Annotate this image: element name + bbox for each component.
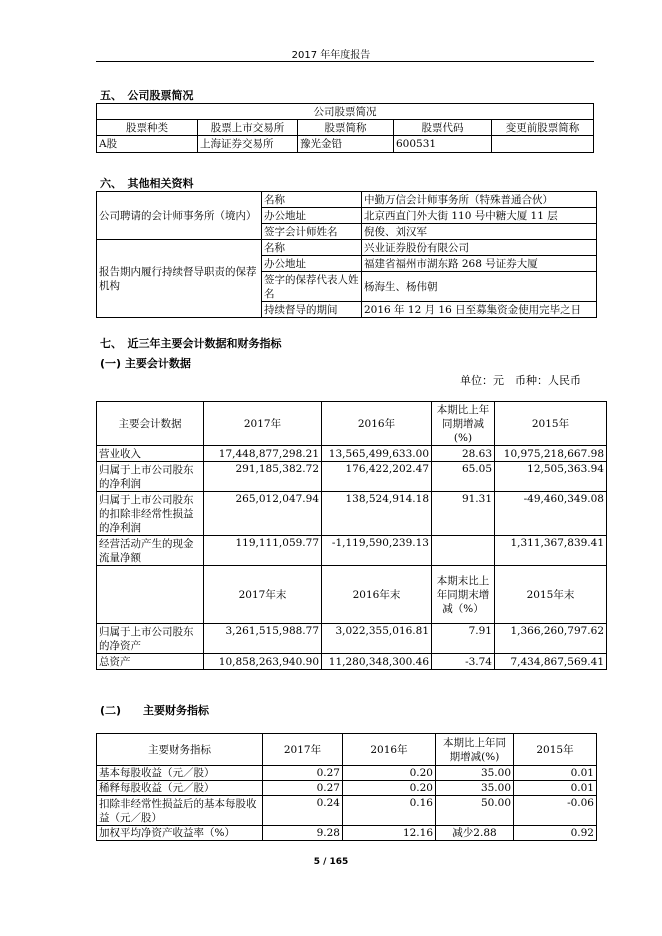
table-cell: -0.06: [514, 796, 597, 826]
row-label: 加权平均净资产收益率（%）: [97, 826, 263, 841]
row-label: 稀释每股收益（元／股）: [97, 781, 263, 796]
table-cell: 0.92: [514, 826, 597, 841]
table-cell: 0.01: [514, 766, 597, 781]
col-header: 股票种类: [97, 120, 198, 136]
header-divider: [96, 61, 594, 62]
table-cell: 0.24: [263, 796, 343, 826]
row-label: 归属于上市公司股东的净利润: [97, 462, 204, 492]
col-header: 股票简称: [298, 120, 394, 136]
col-header: 2016年: [343, 734, 436, 766]
col-header: 2015年: [495, 402, 607, 446]
table-cell: -49,460,349.08: [495, 492, 607, 536]
table-cell: 0.20: [343, 781, 436, 796]
row-label: 经营活动产生的现金流量净额: [97, 536, 204, 566]
table-cell: A股: [97, 136, 198, 153]
accountant-label: 公司聘请的会计师事务所（境内）: [97, 192, 262, 240]
field-key: 持续督导的期间: [262, 302, 362, 318]
table-cell: 12.16: [343, 826, 436, 841]
table-cell: 3,261,515,988.77: [204, 624, 322, 654]
sub-heading-financial-indicators: (二) 主要财务指标: [100, 704, 210, 717]
col-header: 2015年: [514, 734, 597, 766]
field-key: 签字会计师姓名: [262, 224, 362, 240]
table-cell: 7,434,867,569.41: [495, 654, 607, 670]
table-cell: 119,111,059.77: [204, 536, 322, 566]
field-value: 中勤万信会计师事务所（特殊普通合伙）: [362, 192, 597, 208]
table-cell: 13,565,499,633.00: [322, 446, 432, 462]
col-header: 本期比上年同期增减(%): [436, 734, 514, 766]
row-label: 营业收入: [97, 446, 204, 462]
table-cell: 50.00: [436, 796, 514, 826]
table-cell: -3.74: [432, 654, 495, 670]
table-cell: 上海证券交易所: [198, 136, 298, 153]
table-cell: 0.01: [514, 781, 597, 796]
table-cell: 11,280,348,300.46: [322, 654, 432, 670]
table-cell: 7.91: [432, 624, 495, 654]
table-cell: 291,185,382.72: [204, 462, 322, 492]
table-cell: 0.20: [343, 766, 436, 781]
row-label: 归属于上市公司股东的净资产: [97, 624, 204, 654]
field-value: 兴业证券股份有限公司: [362, 240, 597, 256]
field-value: 杨海生、杨伟朝: [362, 272, 597, 302]
table-cell: 10,858,263,940.90: [204, 654, 322, 670]
table-cell: 1,366,260,797.62: [495, 624, 607, 654]
col-header: 股票代码: [394, 120, 492, 136]
field-key: 签字的保荐代表人姓名: [262, 272, 362, 302]
row-label: 扣除非经常性损益后的基本每股收益（元／股）: [97, 796, 263, 826]
table-cell: 0.27: [263, 781, 343, 796]
table-cell: 35.00: [436, 766, 514, 781]
table-cell: [492, 136, 594, 153]
col-header: 股票上市交易所: [198, 120, 298, 136]
table-cell: 138,524,914.18: [322, 492, 432, 536]
page-number: 5 / 165: [313, 857, 349, 867]
accounting-data-table: [96, 401, 607, 670]
table-cell: 12,505,363.94: [495, 462, 607, 492]
field-value: 福建省福州市湖东路 268 号证券大厦: [362, 256, 597, 272]
col-header: 2015年末: [495, 566, 607, 624]
field-key: 办公地址: [262, 208, 362, 224]
col-header: [97, 566, 204, 624]
table-cell: 35.00: [436, 781, 514, 796]
unit-note: 单位：元 币种：人民币: [460, 374, 581, 387]
col-header: 2017年: [204, 402, 322, 446]
field-key: 名称: [262, 192, 362, 208]
stock-info-table: [96, 103, 594, 153]
field-value: 2016 年 12 月 16 日至募集资金使用完毕之日: [362, 302, 597, 318]
table-cell: 91.31: [432, 492, 495, 536]
col-header: 变更前股票简称: [492, 120, 594, 136]
table-cell: -1,119,590,239.13: [322, 536, 432, 566]
col-header: 2016年末: [322, 566, 432, 624]
field-key: 办公地址: [262, 256, 362, 272]
section-5-heading: 五、 公司股票简况: [100, 89, 194, 102]
table-cell: 176,422,202.47: [322, 462, 432, 492]
col-header: 2016年: [322, 402, 432, 446]
field-value: 倪俊、刘汉军: [362, 224, 597, 240]
col-header: 本期末比上年同期末增减（%）: [432, 566, 495, 624]
section-7-heading: 七、 近三年主要会计数据和财务指标: [100, 337, 282, 350]
field-value: 北京西直门外大街 110 号中糖大厦 11 层: [362, 208, 597, 224]
col-header: 2017年末: [204, 566, 322, 624]
field-key: 名称: [262, 240, 362, 256]
table-cell: [432, 536, 495, 566]
row-label: 基本每股收益（元／股）: [97, 766, 263, 781]
table-cell: 3,022,355,016.81: [322, 624, 432, 654]
section-6-heading: 六、 其他相关资料: [100, 177, 194, 190]
table-cell: 1,311,367,839.41: [495, 536, 607, 566]
sponsor-label: 报告期内履行持续督导职责的保荐机构: [97, 240, 262, 318]
sub-heading-accounting-data: (一) 主要会计数据: [100, 357, 191, 370]
row-label: 归属于上市公司股东的扣除非经常性损益的净利润: [97, 492, 204, 536]
table-cell: 65.05: [432, 462, 495, 492]
col-header: 主要会计数据: [97, 402, 204, 446]
related-info-table: [96, 191, 597, 318]
report-header: 2017 年年度报告: [291, 50, 371, 61]
table-cell: 0.27: [263, 766, 343, 781]
table-cell: 豫光金铅: [298, 136, 394, 153]
col-header: 2017年: [263, 734, 343, 766]
financial-indicators-table: [96, 733, 597, 841]
table-cell: 17,448,877,298.21: [204, 446, 322, 462]
table-cell: 10,975,218,667.98: [495, 446, 607, 462]
row-label: 总资产: [97, 654, 204, 670]
stock-table-caption: 公司股票简况: [97, 104, 594, 120]
col-header: 本期比上年同期增减(%): [432, 402, 495, 446]
table-cell: 0.16: [343, 796, 436, 826]
table-cell: 减少2.88: [436, 826, 514, 841]
table-cell: 265,012,047.94: [204, 492, 322, 536]
table-cell: 9.28: [263, 826, 343, 841]
table-cell: 28.63: [432, 446, 495, 462]
table-cell: 600531: [394, 136, 492, 153]
col-header: 主要财务指标: [97, 734, 263, 766]
